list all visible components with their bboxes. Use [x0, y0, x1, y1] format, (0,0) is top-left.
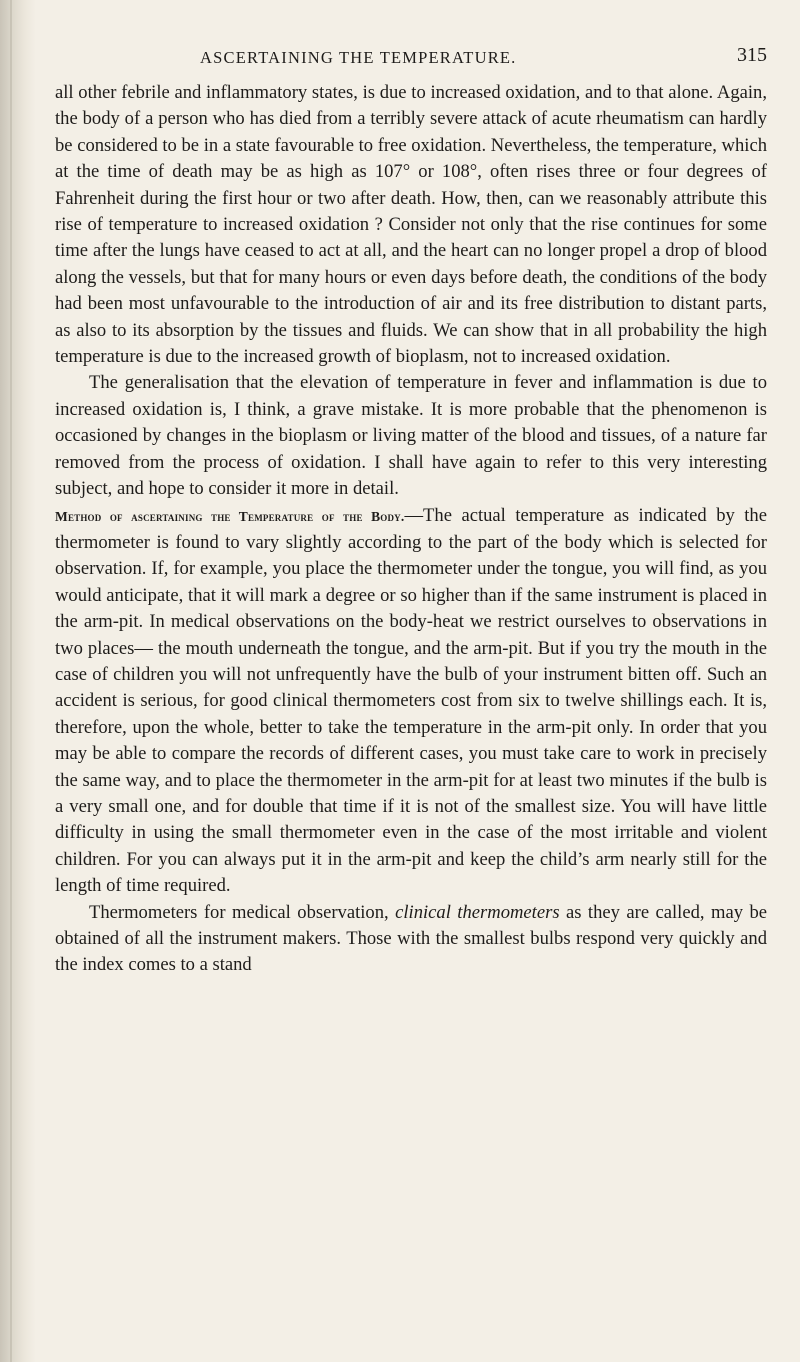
- book-page: [55, 40, 767, 979]
- binding-gutter-shadow: [0, 0, 36, 1362]
- paragraph-4-italic: clinical thermometers: [395, 901, 560, 923]
- section-heading: Method of ascertaining the Temperature of the Body.: [55, 508, 405, 524]
- paragraph-4: [55, 900, 767, 979]
- heading-dash: —: [404, 504, 424, 526]
- body-text: [55, 80, 767, 979]
- running-title: ASCERTAINING THE TEMPERATURE.: [200, 48, 517, 67]
- paragraph-3-text: The actual temperature as indicated by the thermometer is found to vary slightly according to the part of the body which is selected for observation. If, for example, you place the thermometer under the tongue, you will find, as you would anticipate, that it will mark a degree or so higher than if the same instrument is placed in the arm-pit. In medical observations on the body-heat we restrict ourselves to observations in two places— the mouth underneath the tongue, and the arm-pit. But if you try the mouth in the case of children you will not unfrequently have the bulb of your instrument bitten off. Such an accident is serious, for good clinical thermometers cost from six to twelve shillings each. It is, therefore, upon the whole, better to take the temperature in the arm-pit only. In order that you may be able to compare the records of different cases, you must take care to work in precisely the same way, and to place the thermometer in the arm-pit for at least two minutes if the bulb is a very small one, and for double that time if it is not of the smallest size. You will have little difficulty in using the small thermometer even in the case of the most irritable and violent children. For you can always put it in the arm-pit and keep the child’s arm nearly still for the length of time required.: [55, 504, 767, 897]
- paragraph-2: The generalisation that the elevation of temperature in fever and inflammation is due to increased oxidation is, I think, a grave mistake. It is more probable that the phenomenon is occasioned by changes in the bioplasm or living matter of the blood and tissues, of a nature far removed from the process of oxidation. I shall have again to refer to this very interesting subject, and hope to consider it more in detail.: [55, 372, 767, 500]
- page-number: 315: [737, 44, 767, 66]
- running-head: [55, 40, 767, 80]
- paragraph-1: all other febrile and inflammatory states, is due to increased oxidation, and to that alone. Again, the body of a person who has died from a terribly severe attack of acute rheumatism can hardly be considered to be in a state favourable to free oxidation. Nevertheless, the temperature, which at the time of death may be as high as 107° or 108°, often rises three or four degrees of Fahrenheit during the first hour or two after death. How, then, can we reasonably attribute this rise of temperature to increased oxidation ? Consider not only that the rise continues for some time after the lungs have ceased to act at all, and the heart can no longer propel a drop of blood along the vessels, but that for many hours or even days before death, the conditions of the body had been most unfavourable to the introduction of air and its free distribution to distant parts, as also to its absorption by the tissues and fluids. We can show that in all probability the high temperature is due to the increased growth of bioplasm, not to increased oxidation.: [55, 82, 767, 368]
- paragraph-4-start: Thermometers for medical observation,: [89, 901, 396, 923]
- binding-gutter-line: [10, 0, 12, 1362]
- paragraph-3: [55, 503, 767, 900]
- paragraph-4-end: as they are called, may be obtained of all the instrument makers. Those with the smallest bulbs respond very quickly and the index comes to a stand: [55, 901, 767, 976]
